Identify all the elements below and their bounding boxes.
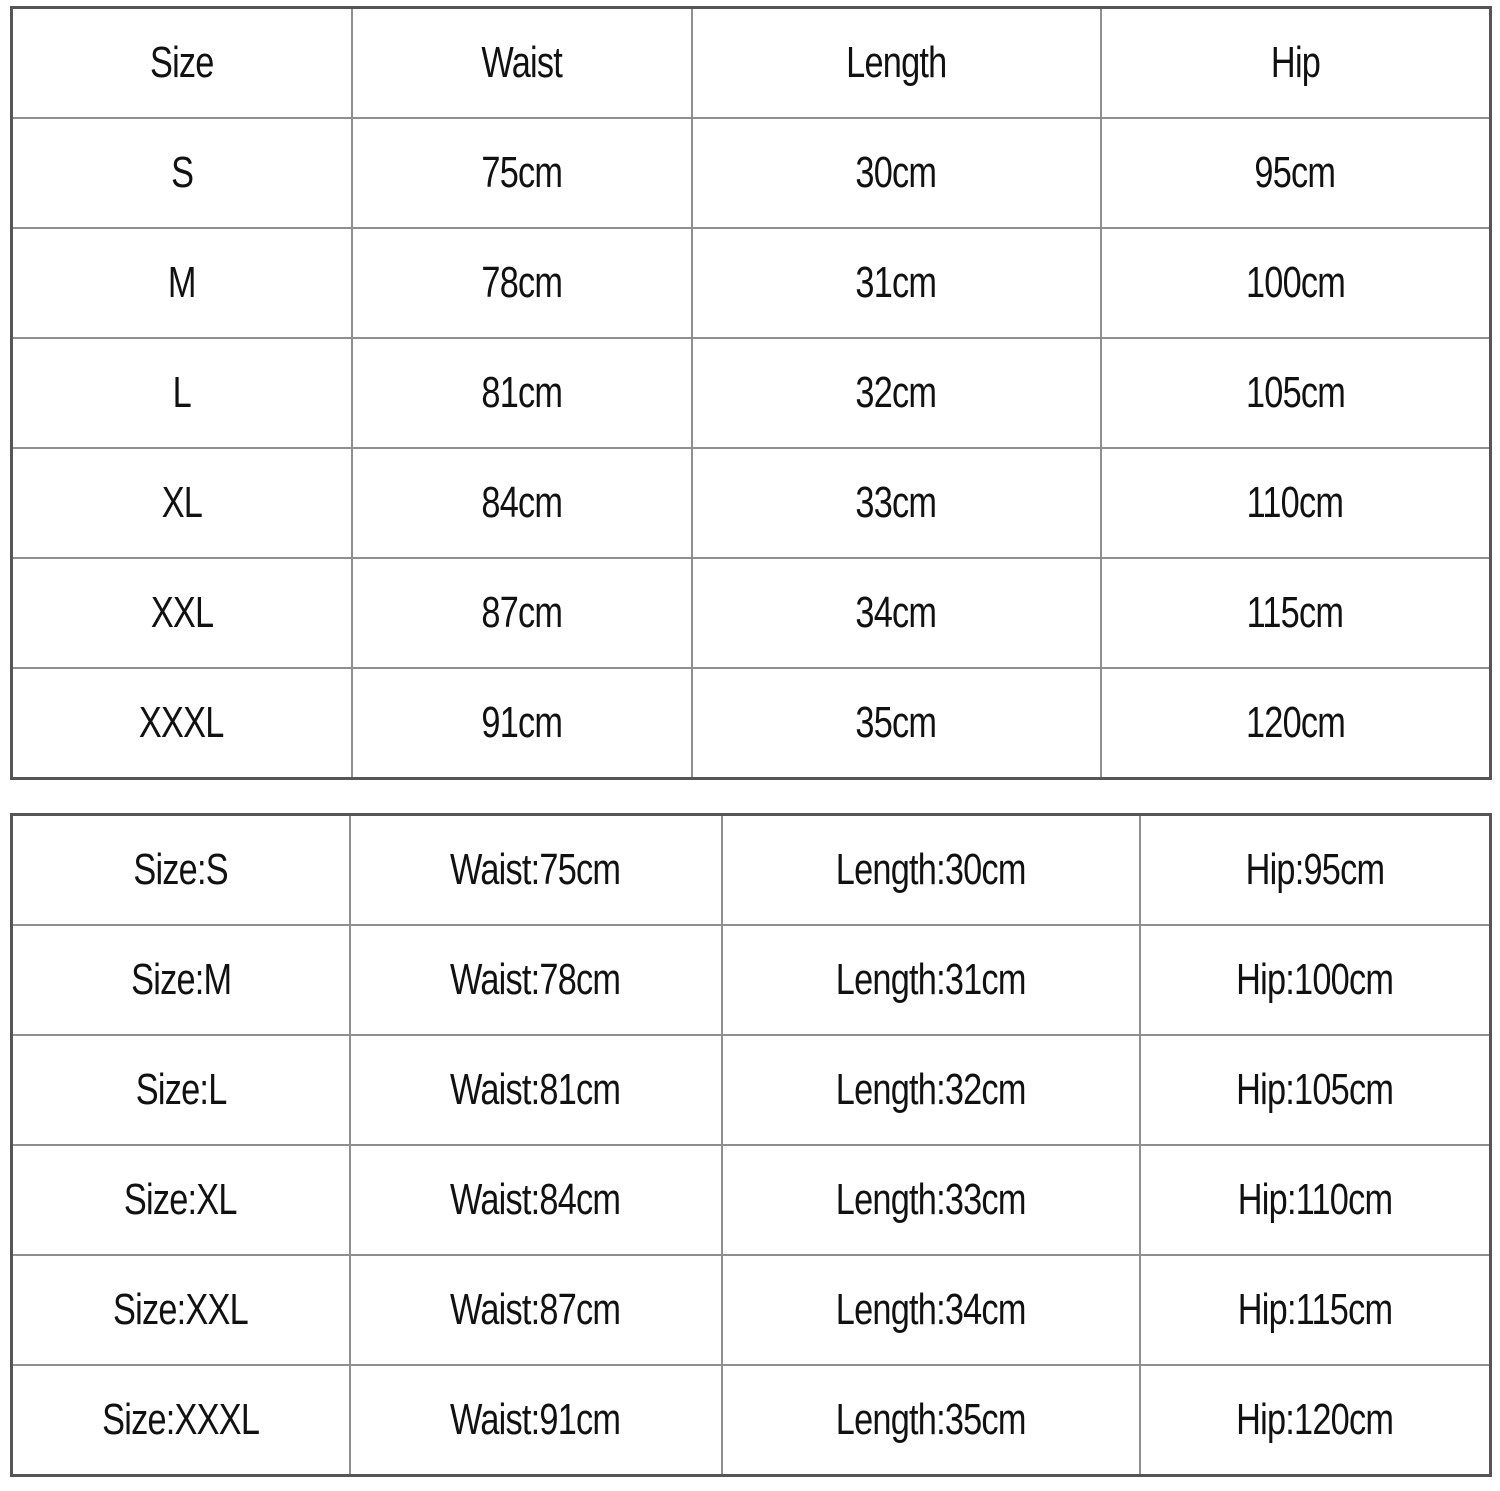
table-row [12,1145,1491,1255]
size-cell: XL [12,448,352,558]
hip-cell: Hip:95cm [1140,815,1491,926]
header-cell-length: Length [692,8,1101,119]
table-row [12,925,1491,1035]
size-cell: Size:XL [12,1145,350,1255]
hip-cell: Hip:120cm [1140,1365,1491,1476]
size-cell: L [12,338,352,448]
waist-cell: Waist:87cm [350,1255,722,1365]
length-cell: 35cm [692,668,1101,779]
hip-cell: 95cm [1101,118,1491,228]
size-cell: S [12,118,352,228]
waist-cell: 91cm [352,668,692,779]
size-cell: Size:S [12,815,350,926]
waist-cell: 84cm [352,448,692,558]
size-chart-table-bottom [10,813,1492,1477]
table-row [12,448,1491,558]
hip-cell: 105cm [1101,338,1491,448]
hip-cell: Hip:100cm [1140,925,1491,1035]
waist-cell: 81cm [352,338,692,448]
size-cell: XXL [12,558,352,668]
waist-cell: 75cm [352,118,692,228]
length-cell: Length:35cm [722,1365,1140,1476]
hip-cell: Hip:105cm [1140,1035,1491,1145]
size-cell: Size:XXL [12,1255,350,1365]
waist-cell: Waist:91cm [350,1365,722,1476]
waist-cell: Waist:84cm [350,1145,722,1255]
size-chart-table-top [10,6,1492,780]
length-cell: 32cm [692,338,1101,448]
hip-cell: 115cm [1101,558,1491,668]
length-cell: 31cm [692,228,1101,338]
header-cell-hip: Hip [1101,8,1491,119]
size-cell: Size:L [12,1035,350,1145]
waist-cell: 87cm [352,558,692,668]
table-row [12,118,1491,228]
length-cell: Length:34cm [722,1255,1140,1365]
hip-cell: Hip:115cm [1140,1255,1491,1365]
hip-cell: 110cm [1101,448,1491,558]
length-cell: 33cm [692,448,1101,558]
length-cell: 30cm [692,118,1101,228]
length-cell: Length:31cm [722,925,1140,1035]
size-cell: Size:M [12,925,350,1035]
length-cell: Length:33cm [722,1145,1140,1255]
size-cell: XXXL [12,668,352,779]
table-row [12,338,1491,448]
table-row [12,815,1491,926]
header-cell-size: Size [12,8,352,119]
size-cell: M [12,228,352,338]
table-row [12,668,1491,779]
table-row [12,1255,1491,1365]
table-header-row [12,8,1491,119]
waist-cell: Waist:81cm [350,1035,722,1145]
hip-cell: 120cm [1101,668,1491,779]
table-row [12,1035,1491,1145]
waist-cell: Waist:78cm [350,925,722,1035]
table-row [12,1365,1491,1476]
size-cell: Size:XXXL [12,1365,350,1476]
length-cell: Length:30cm [722,815,1140,926]
table-row [12,228,1491,338]
hip-cell: Hip:110cm [1140,1145,1491,1255]
length-cell: 34cm [692,558,1101,668]
waist-cell: 78cm [352,228,692,338]
waist-cell: Waist:75cm [350,815,722,926]
length-cell: Length:32cm [722,1035,1140,1145]
table-row [12,558,1491,668]
hip-cell: 100cm [1101,228,1491,338]
header-cell-waist: Waist [352,8,692,119]
